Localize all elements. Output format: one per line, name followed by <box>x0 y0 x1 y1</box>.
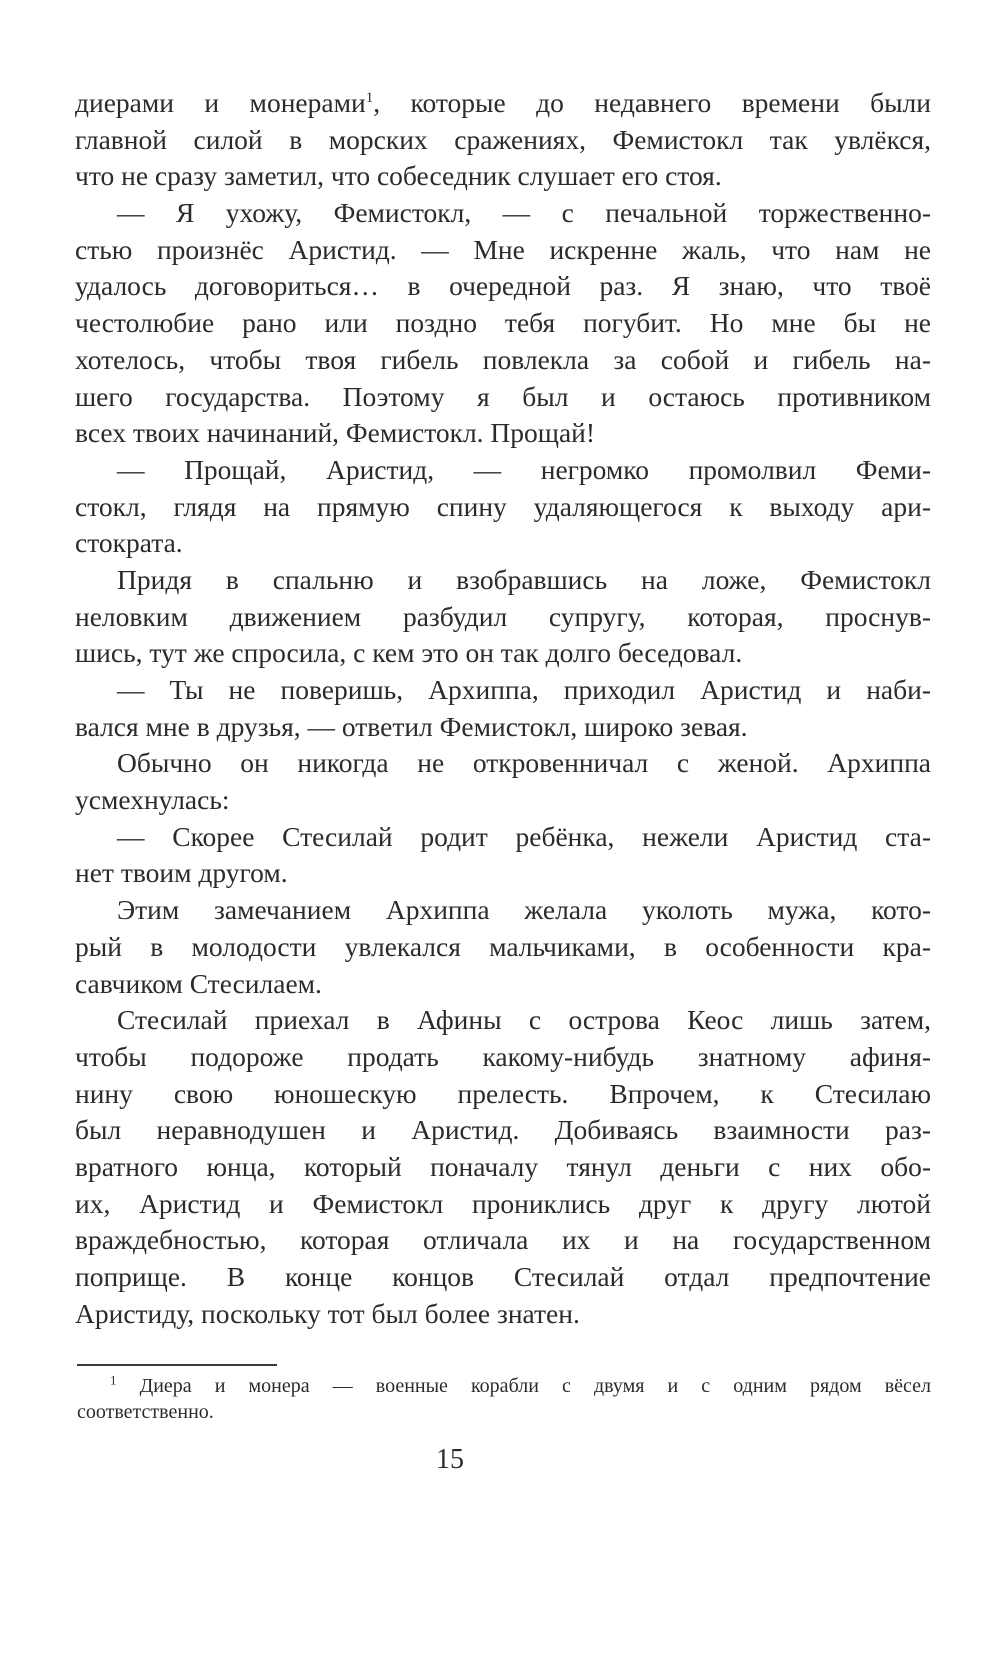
text-line: хотелось, чтобы твоя гибель повлекла за собой и гибель на- <box>75 343 931 375</box>
text-line: был неравнодушен и Аристид. Добиваясь взаимности раз- <box>75 1114 931 1146</box>
text-line: Аристиду, поскольку тот был более знатен. <box>75 1297 580 1329</box>
text-line: враждебностью, которая отличала их и на государственном <box>75 1224 931 1256</box>
text-line <box>75 85 931 122</box>
text-line: усмехнулась: <box>75 784 230 816</box>
footnote-divider <box>77 1364 277 1366</box>
text-line: Придя в спальню и взобравшись на ложе, Фемистокл <box>117 563 931 595</box>
text-line: Обычно он никогда не откровенничал с женой. Архиппа <box>117 747 931 779</box>
text-line: неловким движением разбудил супругу, которая, проснув- <box>75 600 931 632</box>
page-number: 15 <box>436 1444 464 1475</box>
text-line: шего государства. Поэтому я был и остаюсь противником <box>75 380 931 412</box>
footnote-line <box>77 1373 931 1399</box>
text-line: честолюбие рано или поздно тебя погубит. Но мне бы не <box>75 307 931 339</box>
text-line: поприще. В конце концов Стесилай отдал предпочтение <box>75 1261 931 1292</box>
page-body <box>75 85 931 1332</box>
footnote-line: соответственно. <box>77 1401 214 1423</box>
text-line: Стесилай приехал в Афины с острова Кеос лишь затем, <box>117 1004 931 1036</box>
text-line: всех твоих начинаний, Фемистокл. Прощай! <box>75 417 596 449</box>
text-line: вался мне в друзья, — ответил Фемистокл, широко зевая. <box>75 710 748 742</box>
text-fragment: диерами и монерами <box>75 87 366 118</box>
footnote <box>77 1373 931 1425</box>
text-fragment: , которые до недавнего времени были <box>373 87 931 118</box>
text-line: шись, тут же спросила, с кем это он так долго беседовал. <box>75 637 743 669</box>
text-line: стокл, глядя на прямую спину удаляющегося к выходу ари- <box>75 490 931 522</box>
footnote-marker: 1 <box>110 1372 117 1388</box>
text-line: главной силой в морских сражениях, Фемистокл так увлёкся, <box>75 123 931 155</box>
text-line: нет твоим другом. <box>75 857 288 889</box>
text-line: стью произнёс Аристид. — Мне искренне жаль, что нам не <box>75 233 931 265</box>
text-line: — Скорее Стесилай родит ребёнка, нежели Аристид ста- <box>117 820 931 852</box>
text-line: Этим замечанием Архиппа желала уколоть мужа, кото- <box>117 894 931 926</box>
text-line: удалось договориться… в очередной раз. Я знаю, что твоё <box>75 270 931 302</box>
text-line: савчиком Стесилаем. <box>75 967 322 999</box>
text-line: рый в молодости увлекался мальчиками, в особенности кра- <box>75 930 931 962</box>
footnote-text: Диера и монера — военные корабли с двумя и с одним рядом вёсел <box>139 1375 931 1397</box>
text-line: их, Аристид и Фемистокл прониклись друг к другу лютой <box>75 1187 931 1219</box>
text-line: вратного юнца, который поначалу тянул деньги с них обо- <box>75 1150 931 1182</box>
text-line: — Ты не поверишь, Архиппа, приходил Аристид и наби- <box>117 674 931 705</box>
text-line: — Прощай, Аристид, — негромко промолвил Феми- <box>117 453 931 485</box>
text-line: нину свою юношескую прелесть. Впрочем, к Стесилаю <box>75 1077 931 1109</box>
text-line: что не сразу заметил, что собеседник слушает его стоя. <box>75 160 722 192</box>
text-line: — Я ухожу, Фемистокл, — с печальной торжественно- <box>117 197 931 229</box>
text-line: стократа. <box>75 527 183 559</box>
footnote-reference[interactable]: 1 <box>365 89 374 106</box>
text-line: чтобы подороже продать какому-нибудь знатному афиня- <box>75 1040 931 1072</box>
